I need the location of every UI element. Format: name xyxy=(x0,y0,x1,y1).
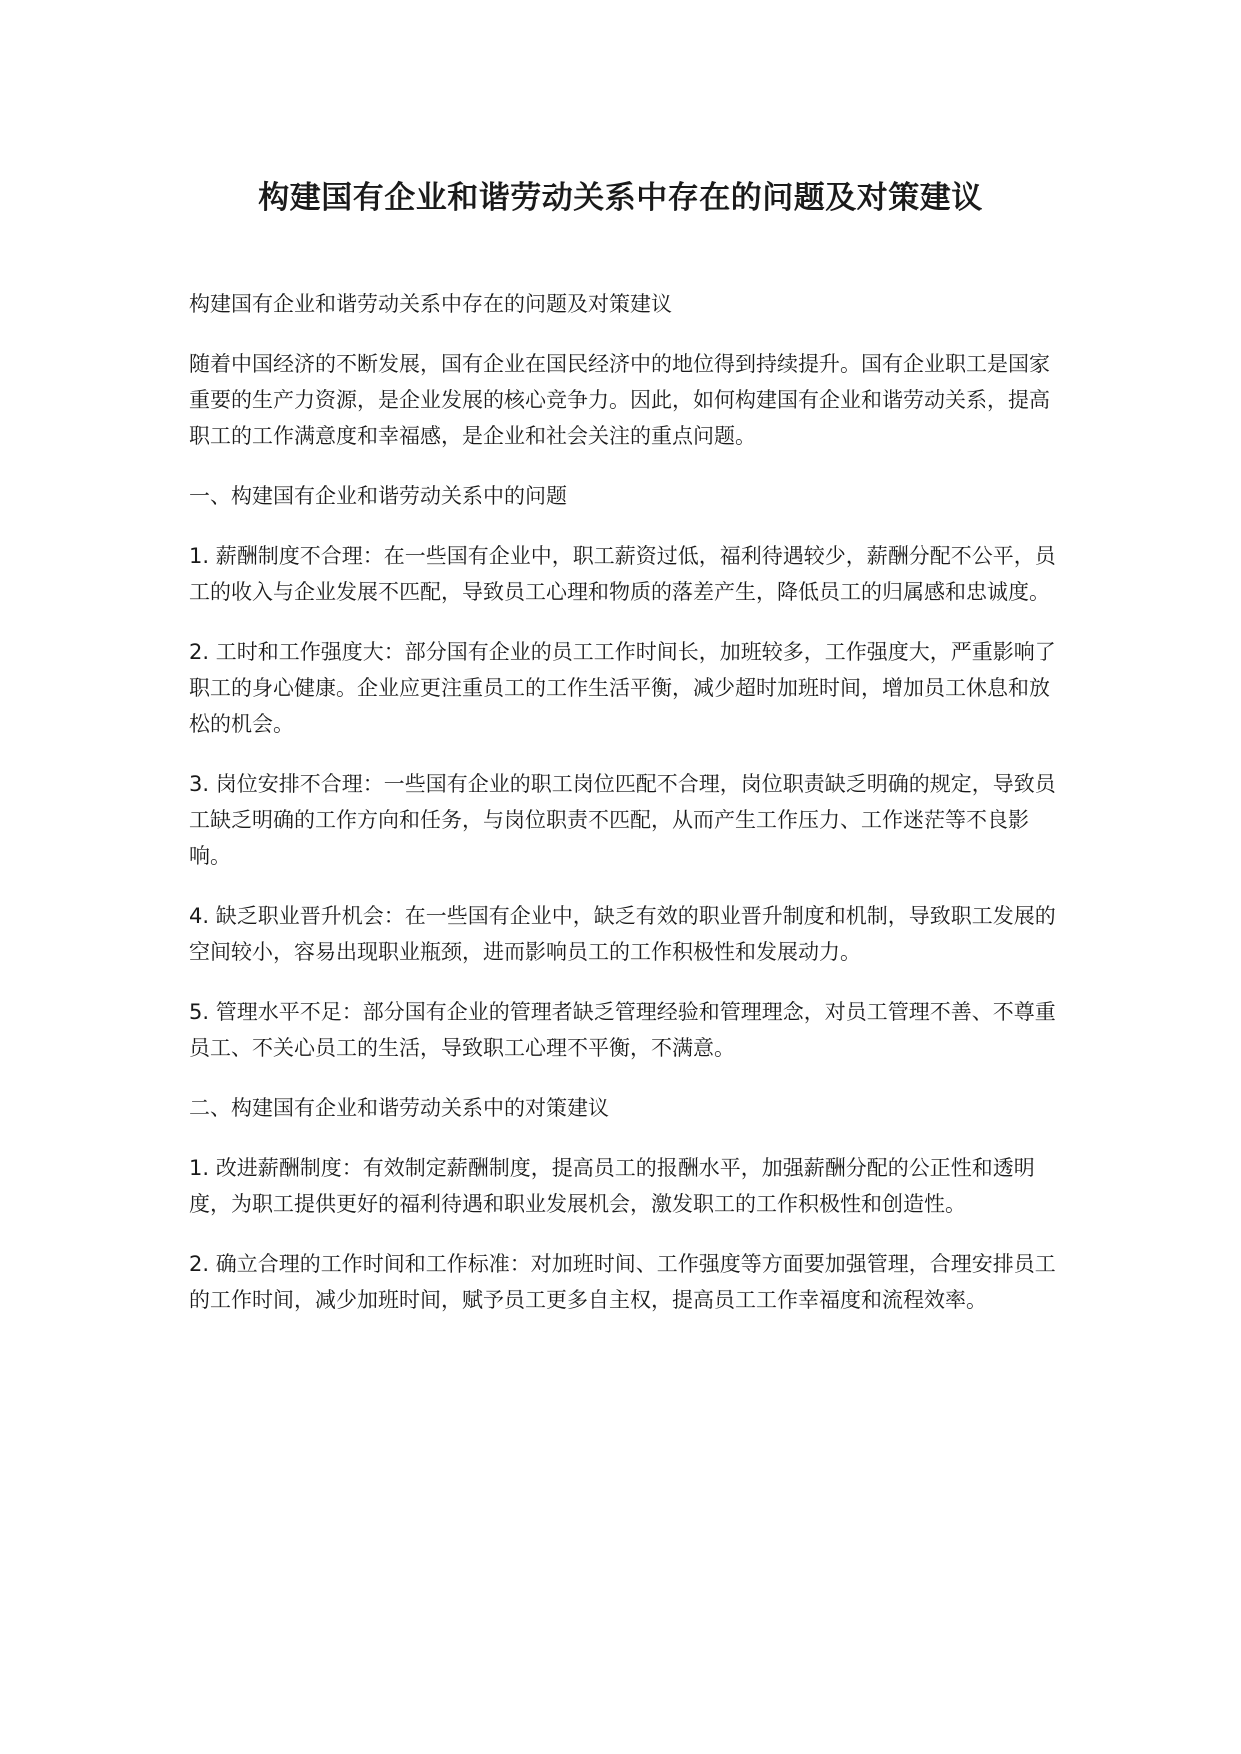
problem-item-5: 5. 管理水平不足：部分国有企业的管理者缺乏管理经验和管理理念，对员工管理不善、不尊重员工、不关心员工的生活，导致职工心理不平衡，不满意。 xyxy=(189,1000,1056,1060)
problem-item-1: 1. 薪酬制度不合理：在一些国有企业中，职工薪资过低，福利待遇较少，薪酬分配不公平，员工的收入与企业发展不匹配，导致员工心理和物质的落差产生，降低员工的归属感和忠诚度。 xyxy=(189,544,1056,604)
subtitle-paragraph: 构建国有企业和谐劳动关系中存在的问题及对策建议 xyxy=(189,292,672,316)
document-title: 构建国有企业和谐劳动关系中存在的问题及对策建议 xyxy=(258,180,983,216)
document-body xyxy=(189,286,1069,1342)
problem-item-2: 2. 工时和工作强度大：部分国有企业的员工工作时间长，加班较多，工作强度大，严重影响了职工的身心健康。企业应更注重员工的工作生活平衡，减少超时加班时间，增加员工休息和放松的机会。 xyxy=(189,640,1056,736)
problem-item-4: 4. 缺乏职业晋升机会：在一些国有企业中，缺乏有效的职业晋升制度和机制，导致职工发展的空间较小，容易出现职业瓶颈，进而影响员工的工作积极性和发展动力。 xyxy=(189,904,1056,964)
section-heading-suggestions: 二、构建国有企业和谐劳动关系中的对策建议 xyxy=(189,1096,609,1120)
intro-paragraph: 随着中国经济的不断发展，国有企业在国民经济中的地位得到持续提升。国有企业职工是国家重要的生产力资源，是企业发展的核心竞争力。因此，如何构建国有企业和谐劳动关系，提高职工的工作满意度和幸福感，是企业和社会关注的重点问题。 xyxy=(189,352,1050,448)
problem-item-3: 3. 岗位安排不合理：一些国有企业的职工岗位匹配不合理，岗位职责缺乏明确的规定，导致员工缺乏明确的工作方向和任务，与岗位职责不匹配，从而产生工作压力、工作迷茫等不良影响。 xyxy=(189,772,1056,868)
suggestion-item-1: 1. 改进薪酬制度：有效制定薪酬制度，提高员工的报酬水平，加强薪酬分配的公正性和透明度，为职工提供更好的福利待遇和职业发展机会，激发职工的工作积极性和创造性。 xyxy=(189,1156,1035,1216)
section-heading-problems: 一、构建国有企业和谐劳动关系中的问题 xyxy=(189,484,567,508)
suggestion-item-2: 2. 确立合理的工作时间和工作标准：对加班时间、工作强度等方面要加强管理，合理安排员工的工作时间，减少加班时间，赋予员工更多自主权，提高员工工作幸福度和流程效率。 xyxy=(189,1252,1056,1312)
